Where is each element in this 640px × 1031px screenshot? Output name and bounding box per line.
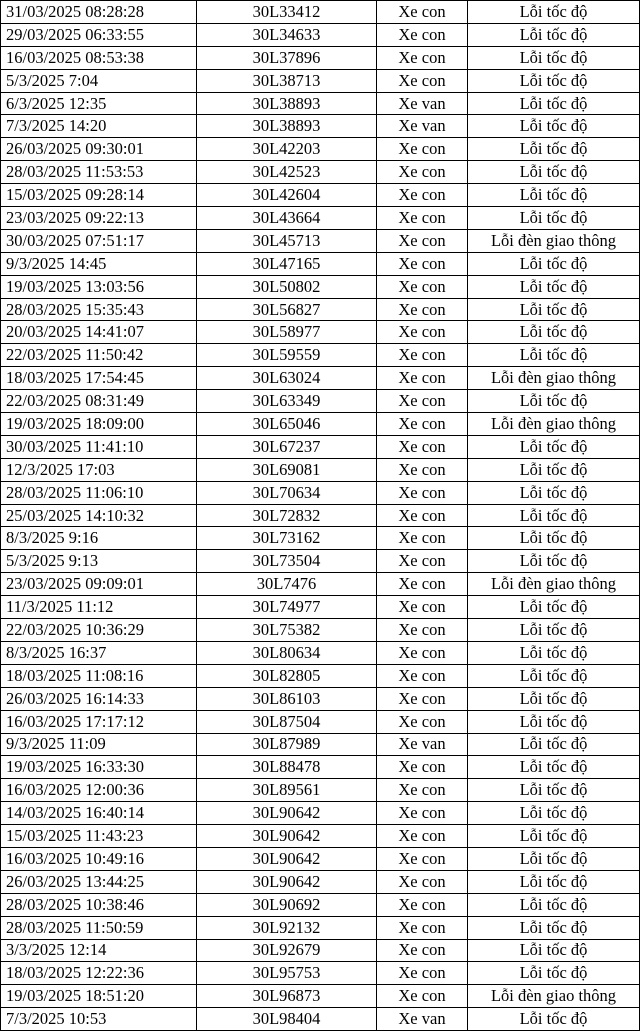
vehicle-type-cell: Xe con	[377, 756, 468, 779]
table-row	[1, 527, 640, 550]
vehicle-type-cell: Xe con	[377, 229, 468, 252]
plate-number-cell: 30L38893	[197, 92, 377, 115]
violation-time-cell: 22/03/2025 08:31:49	[1, 390, 197, 413]
violation-type-cell: Lỗi tốc độ	[468, 870, 640, 893]
violation-type-cell: Lỗi tốc độ	[468, 23, 640, 46]
vehicle-type-cell: Xe con	[377, 870, 468, 893]
plate-number-cell: 30L87989	[197, 733, 377, 756]
vehicle-type-cell: Xe con	[377, 207, 468, 230]
violation-time-cell: 12/3/2025 17:03	[1, 458, 197, 481]
violation-type-cell: Lỗi tốc độ	[468, 435, 640, 458]
plate-number-cell: 30L87504	[197, 710, 377, 733]
table-row	[1, 435, 640, 458]
table-row	[1, 92, 640, 115]
table-row	[1, 756, 640, 779]
plate-number-cell: 30L42203	[197, 138, 377, 161]
vehicle-type-cell: Xe con	[377, 481, 468, 504]
plate-number-cell: 30L50802	[197, 275, 377, 298]
plate-number-cell: 30L89561	[197, 779, 377, 802]
vehicle-type-cell: Xe con	[377, 550, 468, 573]
vehicle-type-cell: Xe con	[377, 413, 468, 436]
vehicle-type-cell: Xe con	[377, 435, 468, 458]
violation-type-cell: Lỗi tốc độ	[468, 527, 640, 550]
table-row	[1, 550, 640, 573]
plate-number-cell: 30L96873	[197, 985, 377, 1008]
table-row	[1, 962, 640, 985]
violation-type-cell: Lỗi tốc độ	[468, 619, 640, 642]
table-row	[1, 46, 640, 69]
violation-time-cell: 30/03/2025 11:41:10	[1, 435, 197, 458]
plate-number-cell: 30L38713	[197, 69, 377, 92]
vehicle-type-cell: Xe con	[377, 893, 468, 916]
violation-time-cell: 28/03/2025 11:50:59	[1, 916, 197, 939]
violation-time-cell: 8/3/2025 9:16	[1, 527, 197, 550]
plate-number-cell: 30L90642	[197, 870, 377, 893]
table-row	[1, 825, 640, 848]
violation-time-cell: 19/03/2025 18:51:20	[1, 985, 197, 1008]
plate-number-cell: 30L98404	[197, 1008, 377, 1031]
violation-type-cell: Lỗi đèn giao thông	[468, 573, 640, 596]
violation-type-cell: Lỗi tốc độ	[468, 550, 640, 573]
plate-number-cell: 30L72832	[197, 504, 377, 527]
violation-type-cell: Lỗi đèn giao thông	[468, 367, 640, 390]
violation-type-cell: Lỗi tốc độ	[468, 1, 640, 24]
violation-time-cell: 22/03/2025 10:36:29	[1, 619, 197, 642]
violation-type-cell: Lỗi tốc độ	[468, 825, 640, 848]
violation-time-cell: 11/3/2025 11:12	[1, 596, 197, 619]
violation-type-cell: Lỗi tốc độ	[468, 138, 640, 161]
violation-time-cell: 25/03/2025 14:10:32	[1, 504, 197, 527]
table-row	[1, 367, 640, 390]
vehicle-type-cell: Xe con	[377, 985, 468, 1008]
table-row	[1, 939, 640, 962]
violation-type-cell: Lỗi tốc độ	[468, 458, 640, 481]
vehicle-type-cell: Xe con	[377, 962, 468, 985]
table-row	[1, 870, 640, 893]
violation-type-cell: Lỗi tốc độ	[468, 390, 640, 413]
vehicle-type-cell: Xe con	[377, 46, 468, 69]
table-row	[1, 893, 640, 916]
vehicle-type-cell: Xe van	[377, 92, 468, 115]
table-row	[1, 641, 640, 664]
vehicle-type-cell: Xe con	[377, 664, 468, 687]
vehicle-type-cell: Xe con	[377, 596, 468, 619]
violation-type-cell: Lỗi tốc độ	[468, 504, 640, 527]
violation-type-cell: Lỗi đèn giao thông	[468, 229, 640, 252]
violation-type-cell: Lỗi tốc độ	[468, 115, 640, 138]
plate-number-cell: 30L88478	[197, 756, 377, 779]
vehicle-type-cell: Xe con	[377, 138, 468, 161]
plate-number-cell: 30L73162	[197, 527, 377, 550]
vehicle-type-cell: Xe con	[377, 161, 468, 184]
violation-type-cell: Lỗi tốc độ	[468, 939, 640, 962]
vehicle-type-cell: Xe con	[377, 390, 468, 413]
vehicle-type-cell: Xe con	[377, 939, 468, 962]
table-row	[1, 1008, 640, 1031]
plate-number-cell: 30L42523	[197, 161, 377, 184]
plate-number-cell: 30L45713	[197, 229, 377, 252]
violation-time-cell: 19/03/2025 16:33:30	[1, 756, 197, 779]
violation-type-cell: Lỗi tốc độ	[468, 641, 640, 664]
table-row	[1, 779, 640, 802]
plate-number-cell: 30L82805	[197, 664, 377, 687]
plate-number-cell: 30L7476	[197, 573, 377, 596]
violation-type-cell: Lỗi tốc độ	[468, 847, 640, 870]
plate-number-cell: 30L58977	[197, 321, 377, 344]
table-row	[1, 115, 640, 138]
plate-number-cell: 30L92132	[197, 916, 377, 939]
table-row	[1, 252, 640, 275]
violation-type-cell: Lỗi tốc độ	[468, 1008, 640, 1031]
plate-number-cell: 30L38893	[197, 115, 377, 138]
table-row	[1, 481, 640, 504]
violation-type-cell: Lỗi tốc độ	[468, 184, 640, 207]
violation-time-cell: 18/03/2025 12:22:36	[1, 962, 197, 985]
plate-number-cell: 30L56827	[197, 298, 377, 321]
violation-type-cell: Lỗi tốc độ	[468, 893, 640, 916]
vehicle-type-cell: Xe con	[377, 367, 468, 390]
table-row	[1, 344, 640, 367]
plate-number-cell: 30L59559	[197, 344, 377, 367]
plate-number-cell: 30L74977	[197, 596, 377, 619]
vehicle-type-cell: Xe con	[377, 1, 468, 24]
violation-time-cell: 26/03/2025 09:30:01	[1, 138, 197, 161]
plate-number-cell: 30L90642	[197, 847, 377, 870]
plate-number-cell: 30L90642	[197, 802, 377, 825]
violation-time-cell: 30/03/2025 07:51:17	[1, 229, 197, 252]
vehicle-type-cell: Xe con	[377, 504, 468, 527]
vehicle-type-cell: Xe con	[377, 710, 468, 733]
plate-number-cell: 30L65046	[197, 413, 377, 436]
violation-type-cell: Lỗi tốc độ	[468, 161, 640, 184]
plate-number-cell: 30L63349	[197, 390, 377, 413]
violation-time-cell: 29/03/2025 06:33:55	[1, 23, 197, 46]
vehicle-type-cell: Xe con	[377, 275, 468, 298]
violation-time-cell: 8/3/2025 16:37	[1, 641, 197, 664]
violation-time-cell: 26/03/2025 16:14:33	[1, 687, 197, 710]
vehicle-type-cell: Xe van	[377, 1008, 468, 1031]
vehicle-type-cell: Xe con	[377, 298, 468, 321]
violation-type-cell: Lỗi tốc độ	[468, 802, 640, 825]
vehicle-type-cell: Xe con	[377, 573, 468, 596]
violation-time-cell: 23/03/2025 09:22:13	[1, 207, 197, 230]
violation-type-cell: Lỗi tốc độ	[468, 92, 640, 115]
plate-number-cell: 30L63024	[197, 367, 377, 390]
table-row	[1, 573, 640, 596]
violation-type-cell: Lỗi tốc độ	[468, 779, 640, 802]
plate-number-cell: 30L33412	[197, 1, 377, 24]
vehicle-type-cell: Xe con	[377, 184, 468, 207]
violation-time-cell: 9/3/2025 11:09	[1, 733, 197, 756]
violation-time-cell: 31/03/2025 08:28:28	[1, 1, 197, 24]
violation-type-cell: Lỗi tốc độ	[468, 298, 640, 321]
table-row	[1, 184, 640, 207]
plate-number-cell: 30L67237	[197, 435, 377, 458]
vehicle-type-cell: Xe con	[377, 252, 468, 275]
violation-time-cell: 18/03/2025 11:08:16	[1, 664, 197, 687]
table-row	[1, 275, 640, 298]
violation-time-cell: 28/03/2025 10:38:46	[1, 893, 197, 916]
violation-time-cell: 19/03/2025 13:03:56	[1, 275, 197, 298]
plate-number-cell: 30L86103	[197, 687, 377, 710]
table-row	[1, 504, 640, 527]
table-row	[1, 23, 640, 46]
table-row	[1, 733, 640, 756]
table-row	[1, 687, 640, 710]
table-row	[1, 1, 640, 24]
table-row	[1, 619, 640, 642]
plate-number-cell: 30L92679	[197, 939, 377, 962]
violations-table-body	[1, 1, 640, 1031]
violation-type-cell: Lỗi đèn giao thông	[468, 985, 640, 1008]
violation-type-cell: Lỗi tốc độ	[468, 344, 640, 367]
violation-type-cell: Lỗi tốc độ	[468, 481, 640, 504]
violation-type-cell: Lỗi tốc độ	[468, 275, 640, 298]
violation-time-cell: 5/3/2025 9:13	[1, 550, 197, 573]
plate-number-cell: 30L42604	[197, 184, 377, 207]
violation-type-cell: Lỗi tốc độ	[468, 46, 640, 69]
table-row	[1, 138, 640, 161]
table-row	[1, 458, 640, 481]
vehicle-type-cell: Xe con	[377, 779, 468, 802]
violation-time-cell: 9/3/2025 14:45	[1, 252, 197, 275]
vehicle-type-cell: Xe van	[377, 115, 468, 138]
vehicle-type-cell: Xe con	[377, 527, 468, 550]
vehicle-type-cell: Xe con	[377, 641, 468, 664]
violation-type-cell: Lỗi tốc độ	[468, 252, 640, 275]
violation-type-cell: Lỗi tốc độ	[468, 321, 640, 344]
table-row	[1, 390, 640, 413]
violation-type-cell: Lỗi tốc độ	[468, 664, 640, 687]
table-row	[1, 298, 640, 321]
plate-number-cell: 30L70634	[197, 481, 377, 504]
violation-time-cell: 22/03/2025 11:50:42	[1, 344, 197, 367]
violation-time-cell: 18/03/2025 17:54:45	[1, 367, 197, 390]
violation-time-cell: 3/3/2025 12:14	[1, 939, 197, 962]
violation-time-cell: 16/03/2025 17:17:12	[1, 710, 197, 733]
violation-time-cell: 14/03/2025 16:40:14	[1, 802, 197, 825]
vehicle-type-cell: Xe con	[377, 687, 468, 710]
plate-number-cell: 30L37896	[197, 46, 377, 69]
table-row	[1, 710, 640, 733]
vehicle-type-cell: Xe con	[377, 825, 468, 848]
vehicle-type-cell: Xe con	[377, 23, 468, 46]
violation-time-cell: 20/03/2025 14:41:07	[1, 321, 197, 344]
table-row	[1, 596, 640, 619]
vehicle-type-cell: Xe con	[377, 916, 468, 939]
violation-time-cell: 28/03/2025 15:35:43	[1, 298, 197, 321]
table-row	[1, 69, 640, 92]
violation-time-cell: 23/03/2025 09:09:01	[1, 573, 197, 596]
violation-type-cell: Lỗi đèn giao thông	[468, 413, 640, 436]
table-row	[1, 229, 640, 252]
vehicle-type-cell: Xe con	[377, 344, 468, 367]
violation-time-cell: 19/03/2025 18:09:00	[1, 413, 197, 436]
violation-type-cell: Lỗi tốc độ	[468, 962, 640, 985]
plate-number-cell: 30L47165	[197, 252, 377, 275]
vehicle-type-cell: Xe van	[377, 733, 468, 756]
violation-time-cell: 15/03/2025 11:43:23	[1, 825, 197, 848]
table-row	[1, 161, 640, 184]
violation-type-cell: Lỗi tốc độ	[468, 687, 640, 710]
violation-time-cell: 28/03/2025 11:53:53	[1, 161, 197, 184]
violation-type-cell: Lỗi tốc độ	[468, 710, 640, 733]
plate-number-cell: 30L90692	[197, 893, 377, 916]
vehicle-type-cell: Xe con	[377, 458, 468, 481]
violation-type-cell: Lỗi tốc độ	[468, 207, 640, 230]
plate-number-cell: 30L75382	[197, 619, 377, 642]
violation-type-cell: Lỗi tốc độ	[468, 596, 640, 619]
table-row	[1, 847, 640, 870]
plate-number-cell: 30L69081	[197, 458, 377, 481]
violation-time-cell: 28/03/2025 11:06:10	[1, 481, 197, 504]
plate-number-cell: 30L95753	[197, 962, 377, 985]
plate-number-cell: 30L73504	[197, 550, 377, 573]
violation-time-cell: 7/3/2025 10:53	[1, 1008, 197, 1031]
table-row	[1, 916, 640, 939]
violation-time-cell: 6/3/2025 12:35	[1, 92, 197, 115]
violation-type-cell: Lỗi tốc độ	[468, 756, 640, 779]
plate-number-cell: 30L90642	[197, 825, 377, 848]
vehicle-type-cell: Xe con	[377, 321, 468, 344]
violation-type-cell: Lỗi tốc độ	[468, 69, 640, 92]
vehicle-type-cell: Xe con	[377, 69, 468, 92]
plate-number-cell: 30L43664	[197, 207, 377, 230]
vehicle-type-cell: Xe con	[377, 619, 468, 642]
table-row	[1, 802, 640, 825]
violation-time-cell: 26/03/2025 13:44:25	[1, 870, 197, 893]
table-row	[1, 664, 640, 687]
table-row	[1, 985, 640, 1008]
vehicle-type-cell: Xe con	[377, 847, 468, 870]
vehicle-type-cell: Xe con	[377, 802, 468, 825]
table-row	[1, 321, 640, 344]
violation-time-cell: 15/03/2025 09:28:14	[1, 184, 197, 207]
violation-time-cell: 7/3/2025 14:20	[1, 115, 197, 138]
table-row	[1, 207, 640, 230]
violation-time-cell: 16/03/2025 08:53:38	[1, 46, 197, 69]
violation-type-cell: Lỗi tốc độ	[468, 916, 640, 939]
violation-type-cell: Lỗi tốc độ	[468, 733, 640, 756]
violation-time-cell: 5/3/2025 7:04	[1, 69, 197, 92]
plate-number-cell: 30L34633	[197, 23, 377, 46]
table-row	[1, 413, 640, 436]
plate-number-cell: 30L80634	[197, 641, 377, 664]
violation-time-cell: 16/03/2025 10:49:16	[1, 847, 197, 870]
violation-time-cell: 16/03/2025 12:00:36	[1, 779, 197, 802]
